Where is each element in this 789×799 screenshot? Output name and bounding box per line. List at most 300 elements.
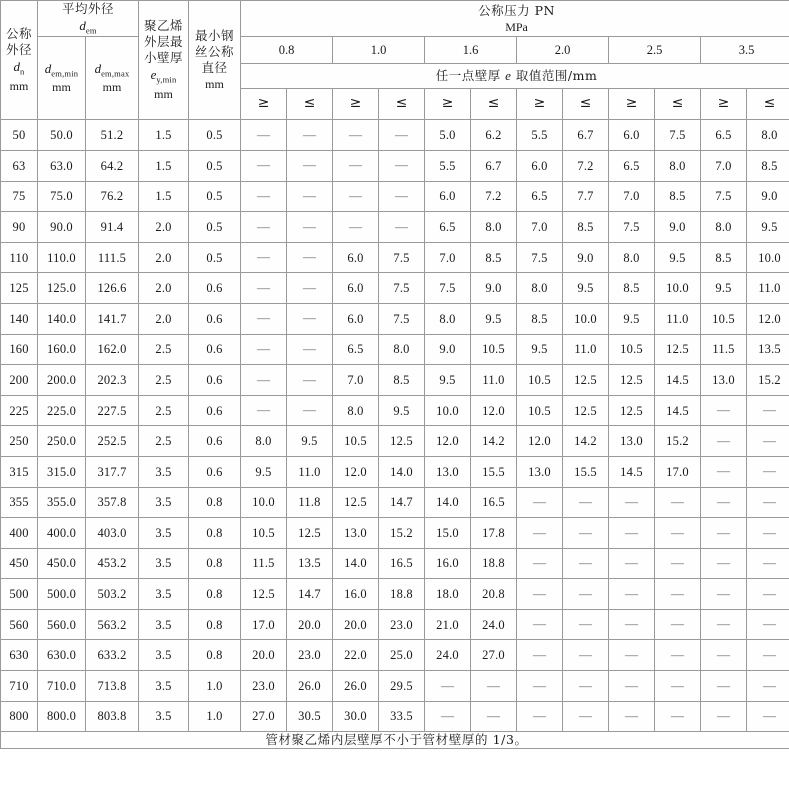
cell-nominal-od: 110 — [1, 242, 38, 273]
table-cell: — — [701, 671, 747, 702]
table-cell: — — [241, 242, 287, 273]
table-cell: — — [563, 701, 609, 732]
header-pn-group-1: 1.0 — [333, 37, 425, 64]
table-cell: 315.0 — [38, 456, 86, 487]
table-cell: 26.0 — [287, 671, 333, 702]
table-cell: 2.0 — [139, 212, 189, 243]
table-row — [1, 548, 789, 579]
table-cell: 11.0 — [287, 456, 333, 487]
table-cell: 91.4 — [86, 212, 139, 243]
table-cell: 14.0 — [379, 456, 425, 487]
table-cell: 2.5 — [139, 334, 189, 365]
header-pn-group-0: 0.8 — [241, 37, 333, 64]
table-cell: — — [471, 701, 517, 732]
table-cell: 16.5 — [379, 548, 425, 579]
table-cell: 10.5 — [241, 518, 287, 549]
table-row — [1, 395, 789, 426]
table-cell: 6.0 — [333, 242, 379, 273]
table-cell: — — [517, 548, 563, 579]
table-cell: 7.7 — [563, 181, 609, 212]
table-cell: — — [241, 334, 287, 365]
cell-nominal-od: 63 — [1, 150, 38, 181]
table-cell: 8.0 — [241, 426, 287, 457]
cell-nominal-od: 140 — [1, 303, 38, 334]
table-cell: — — [517, 701, 563, 732]
table-cell: — — [701, 609, 747, 640]
table-cell: 6.0 — [425, 181, 471, 212]
table-cell: 8.5 — [655, 181, 701, 212]
table-cell: 6.7 — [563, 120, 609, 151]
table-cell: 0.8 — [189, 579, 241, 610]
header-min-wire-dia-unit: mm — [205, 77, 224, 91]
table-cell: — — [241, 303, 287, 334]
table-cell: — — [471, 671, 517, 702]
table-cell: 0.5 — [189, 212, 241, 243]
table-cell: 403.0 — [86, 518, 139, 549]
header-mean-od-min-symbol: $d_{em,min}$ — [44, 61, 79, 79]
table-cell: 18.8 — [379, 579, 425, 610]
table-cell: 450.0 — [38, 548, 86, 579]
table-cell: 75.0 — [38, 181, 86, 212]
table-cell: 10.0 — [563, 303, 609, 334]
table-cell: 8.0 — [471, 212, 517, 243]
table-cell: 0.8 — [189, 518, 241, 549]
table-cell: 9.0 — [425, 334, 471, 365]
header-pe-min-wall — [139, 1, 189, 120]
table-row — [1, 273, 789, 304]
table-cell: — — [563, 640, 609, 671]
table-cell: — — [747, 487, 789, 518]
table-cell: 202.3 — [86, 365, 139, 396]
table-cell: 8.5 — [517, 303, 563, 334]
table-cell: — — [609, 579, 655, 610]
table-cell: 14.5 — [609, 456, 655, 487]
table-cell: 9.0 — [747, 181, 789, 212]
table-cell: — — [609, 701, 655, 732]
table-row — [1, 120, 789, 151]
table-cell: — — [563, 487, 609, 518]
header-pn-group-2: 1.6 — [425, 37, 517, 64]
table-cell: 3.5 — [139, 548, 189, 579]
table-cell: 3.5 — [139, 579, 189, 610]
header-nominal-od-label: 公称外径 — [5, 26, 32, 58]
table-cell: 13.0 — [333, 518, 379, 549]
header-cmp-2-le: ≤ — [471, 89, 517, 120]
table-cell: 11.8 — [287, 487, 333, 518]
table-cell: 7.2 — [471, 181, 517, 212]
table-cell: 6.7 — [471, 150, 517, 181]
table-cell: — — [287, 212, 333, 243]
table-cell: 17.0 — [655, 456, 701, 487]
table-cell: — — [701, 579, 747, 610]
table-cell: 14.5 — [655, 365, 701, 396]
table-cell: 3.5 — [139, 456, 189, 487]
table-cell: 90.0 — [38, 212, 86, 243]
table-cell: 12.0 — [471, 395, 517, 426]
cell-nominal-od: 630 — [1, 640, 38, 671]
table-cell: 20.0 — [287, 609, 333, 640]
cell-nominal-od: 75 — [1, 181, 38, 212]
header-mean-od-label: 平均外径 — [62, 1, 115, 16]
table-cell: 8.0 — [701, 212, 747, 243]
table-row — [1, 701, 789, 732]
table-cell: 6.0 — [333, 273, 379, 304]
table-cell: 10.0 — [425, 395, 471, 426]
table-cell: — — [563, 518, 609, 549]
table-cell: 110.0 — [38, 242, 86, 273]
table-cell: — — [701, 487, 747, 518]
cell-nominal-od: 250 — [1, 426, 38, 457]
table-cell: 225.0 — [38, 395, 86, 426]
table-cell: — — [563, 609, 609, 640]
header-nominal-pressure — [241, 1, 789, 37]
table-cell: 12.5 — [655, 334, 701, 365]
table-cell: 22.0 — [333, 640, 379, 671]
table-cell: 162.0 — [86, 334, 139, 365]
header-pn-group-4: 2.5 — [609, 37, 701, 64]
table-cell: — — [655, 487, 701, 518]
table-cell: 252.5 — [86, 426, 139, 457]
header-cmp-0-ge: ≥ — [241, 89, 287, 120]
table-cell: 3.5 — [139, 671, 189, 702]
table-cell: 64.2 — [86, 150, 139, 181]
table-cell: 563.2 — [86, 609, 139, 640]
table-cell: 9.5 — [563, 273, 609, 304]
header-nominal-od-unit: mm — [9, 78, 29, 93]
table-cell: 503.2 — [86, 579, 139, 610]
table-cell: 0.8 — [189, 548, 241, 579]
table-cell: — — [333, 212, 379, 243]
table-cell: 14.7 — [287, 579, 333, 610]
table-cell: 560.0 — [38, 609, 86, 640]
table-cell: 9.5 — [517, 334, 563, 365]
table-cell: — — [287, 242, 333, 273]
table-cell: 24.0 — [471, 609, 517, 640]
table-cell: 18.0 — [425, 579, 471, 610]
table-cell: 9.0 — [471, 273, 517, 304]
table-cell: 125.0 — [38, 273, 86, 304]
table-cell: 14.0 — [425, 487, 471, 518]
table-cell: 12.5 — [563, 395, 609, 426]
table-cell: 12.5 — [563, 365, 609, 396]
table-cell: 15.2 — [655, 426, 701, 457]
table-cell: — — [655, 701, 701, 732]
table-cell: — — [609, 640, 655, 671]
table-cell: — — [333, 150, 379, 181]
table-cell: 13.0 — [701, 365, 747, 396]
cell-nominal-od: 560 — [1, 609, 38, 640]
table-cell: — — [517, 487, 563, 518]
table-cell: — — [701, 456, 747, 487]
table-cell: 6.0 — [517, 150, 563, 181]
cell-nominal-od: 225 — [1, 395, 38, 426]
table-cell: 9.0 — [563, 242, 609, 273]
table-cell: — — [655, 640, 701, 671]
table-cell: 2.5 — [139, 426, 189, 457]
table-cell: 8.0 — [747, 120, 789, 151]
table-cell: 30.0 — [333, 701, 379, 732]
table-cell: — — [701, 426, 747, 457]
table-cell: 6.2 — [471, 120, 517, 151]
header-pe-min-wall-symbol: $e_{y,min}$ — [150, 67, 177, 85]
table-cell: 7.2 — [563, 150, 609, 181]
cell-nominal-od: 125 — [1, 273, 38, 304]
table-cell: 10.5 — [471, 334, 517, 365]
header-pn-group-5: 3.5 — [701, 37, 789, 64]
table-cell: — — [425, 671, 471, 702]
table-cell: 13.0 — [609, 426, 655, 457]
cell-nominal-od: 500 — [1, 579, 38, 610]
cell-nominal-od: 50 — [1, 120, 38, 151]
header-wall-range-label — [241, 64, 789, 89]
table-cell: 5.5 — [517, 120, 563, 151]
table-cell: 27.0 — [241, 701, 287, 732]
table-cell: — — [517, 609, 563, 640]
table-cell: 23.0 — [287, 640, 333, 671]
table-cell: 14.2 — [471, 426, 517, 457]
table-cell: 3.5 — [139, 609, 189, 640]
table-cell: 355.0 — [38, 487, 86, 518]
table-cell: — — [609, 671, 655, 702]
table-cell: 14.7 — [379, 487, 425, 518]
table-cell: 13.5 — [287, 548, 333, 579]
table-cell: — — [747, 701, 789, 732]
table-cell: 800.0 — [38, 701, 86, 732]
table-cell: 11.0 — [563, 334, 609, 365]
table-cell: — — [241, 120, 287, 151]
table-cell: 400.0 — [38, 518, 86, 549]
table-cell: 8.5 — [563, 212, 609, 243]
table-cell: — — [287, 303, 333, 334]
table-cell: 12.0 — [747, 303, 789, 334]
table-cell: 20.0 — [241, 640, 287, 671]
table-cell: 2.5 — [139, 395, 189, 426]
header-mean-od — [38, 1, 139, 37]
table-cell: — — [655, 609, 701, 640]
header-cmp-2-ge: ≥ — [425, 89, 471, 120]
table-cell: — — [609, 609, 655, 640]
table-cell: 23.0 — [241, 671, 287, 702]
table-cell: 3.5 — [139, 487, 189, 518]
table-row — [1, 456, 789, 487]
table-cell: 12.5 — [333, 487, 379, 518]
table-cell: 16.0 — [425, 548, 471, 579]
table-cell: 8.5 — [747, 150, 789, 181]
table-cell: 6.5 — [517, 181, 563, 212]
table-cell: — — [747, 548, 789, 579]
table-cell: 7.5 — [425, 273, 471, 304]
table-cell: — — [655, 518, 701, 549]
table-cell: 63.0 — [38, 150, 86, 181]
header-mean-od-max-symbol: $d_{em,max}$ — [94, 61, 130, 79]
table-cell: 13.0 — [425, 456, 471, 487]
cell-nominal-od: 400 — [1, 518, 38, 549]
table-cell: 51.2 — [86, 120, 139, 151]
header-min-wire-dia-label: 最小钢丝公称直径 — [195, 28, 235, 75]
table-cell: 20.8 — [471, 579, 517, 610]
table-cell: — — [241, 273, 287, 304]
table-cell: — — [241, 212, 287, 243]
header-row-2 — [1, 37, 789, 64]
table-cell: 11.5 — [241, 548, 287, 579]
table-cell: 9.5 — [379, 395, 425, 426]
table-cell: — — [747, 395, 789, 426]
table-cell: — — [287, 395, 333, 426]
table-cell: — — [287, 365, 333, 396]
table-cell: 12.5 — [379, 426, 425, 457]
table-cell: — — [609, 548, 655, 579]
table-cell: 11.0 — [655, 303, 701, 334]
table-row — [1, 487, 789, 518]
table-cell: — — [333, 181, 379, 212]
table-cell: 0.5 — [189, 181, 241, 212]
table-cell: — — [517, 671, 563, 702]
table-cell: 7.0 — [517, 212, 563, 243]
table-cell: 7.5 — [379, 273, 425, 304]
table-cell: 10.5 — [701, 303, 747, 334]
header-mean-od-max-unit: mm — [102, 80, 122, 95]
table-cell: 15.5 — [471, 456, 517, 487]
table-cell: 200.0 — [38, 365, 86, 396]
table-cell: 15.0 — [425, 518, 471, 549]
table-cell: 33.5 — [379, 701, 425, 732]
cell-nominal-od: 160 — [1, 334, 38, 365]
table-cell: 11.5 — [701, 334, 747, 365]
table-cell: 10.0 — [655, 273, 701, 304]
table-cell: 9.0 — [655, 212, 701, 243]
cell-nominal-od: 200 — [1, 365, 38, 396]
table-cell: 0.5 — [189, 242, 241, 273]
table-cell: 0.8 — [189, 640, 241, 671]
table-row — [1, 334, 789, 365]
table-cell: 8.5 — [379, 365, 425, 396]
table-cell: 3.5 — [139, 701, 189, 732]
table-row — [1, 518, 789, 549]
table-cell: 7.0 — [425, 242, 471, 273]
table-cell: — — [747, 671, 789, 702]
table-cell: 7.5 — [701, 181, 747, 212]
table-cell: 10.5 — [609, 334, 655, 365]
table-cell: 140.0 — [38, 303, 86, 334]
table-cell: — — [655, 548, 701, 579]
header-cmp-4-ge: ≥ — [609, 89, 655, 120]
note-row — [1, 732, 789, 749]
header-nominal-pressure-unit: MPa — [505, 19, 528, 34]
table-cell: 12.0 — [517, 426, 563, 457]
table-cell: — — [655, 671, 701, 702]
table-note: 管材聚乙烯内层壁厚不小于管材壁厚的 1/3。 — [1, 732, 789, 749]
header-nominal-od — [1, 1, 38, 120]
table-cell: — — [609, 487, 655, 518]
table-cell: 25.0 — [379, 640, 425, 671]
table-cell: 14.5 — [655, 395, 701, 426]
table-cell: 12.5 — [287, 518, 333, 549]
table-cell: 15.5 — [563, 456, 609, 487]
table-cell: 2.0 — [139, 242, 189, 273]
cell-nominal-od: 800 — [1, 701, 38, 732]
header-mean-od-min-unit: mm — [52, 80, 71, 95]
table-cell: 7.5 — [379, 242, 425, 273]
header-cmp-4-le: ≤ — [655, 89, 701, 120]
table-cell: — — [425, 701, 471, 732]
header-pn-group-3: 2.0 — [517, 37, 609, 64]
table-row — [1, 579, 789, 610]
table-cell: 8.5 — [701, 242, 747, 273]
header-mean-od-max — [86, 37, 139, 120]
table-cell: 21.0 — [425, 609, 471, 640]
table-cell: 8.0 — [609, 242, 655, 273]
table-cell: 1.5 — [139, 181, 189, 212]
cell-nominal-od: 355 — [1, 487, 38, 518]
table-cell: 126.6 — [86, 273, 139, 304]
table-cell: 1.0 — [189, 671, 241, 702]
table-cell: — — [241, 150, 287, 181]
table-cell: 8.5 — [609, 273, 655, 304]
table-cell: 453.2 — [86, 548, 139, 579]
table-cell: — — [379, 150, 425, 181]
table-cell: 6.0 — [609, 120, 655, 151]
table-cell: 15.2 — [747, 365, 789, 396]
table-cell: 7.0 — [333, 365, 379, 396]
table-cell: 26.0 — [333, 671, 379, 702]
table-cell: — — [701, 701, 747, 732]
table-cell: 5.0 — [425, 120, 471, 151]
table-cell: 50.0 — [38, 120, 86, 151]
table-cell: 9.5 — [425, 365, 471, 396]
cell-nominal-od: 90 — [1, 212, 38, 243]
table-cell: 7.5 — [655, 120, 701, 151]
table-cell: 317.7 — [86, 456, 139, 487]
table-row — [1, 426, 789, 457]
table-cell: 5.5 — [425, 150, 471, 181]
table-row — [1, 150, 789, 181]
table-cell: 20.0 — [333, 609, 379, 640]
header-mean-od-symbol: $d_{em}$ — [79, 18, 97, 36]
table-cell: 250.0 — [38, 426, 86, 457]
table-cell: — — [287, 273, 333, 304]
table-cell: 0.5 — [189, 150, 241, 181]
table-cell: 7.0 — [609, 181, 655, 212]
table-cell: 29.5 — [379, 671, 425, 702]
table-cell: 12.5 — [241, 579, 287, 610]
table-cell: 0.6 — [189, 365, 241, 396]
table-cell: 3.5 — [139, 640, 189, 671]
table-cell: 11.0 — [747, 273, 789, 304]
table-cell: — — [287, 150, 333, 181]
header-cmp-3-le: ≤ — [563, 89, 609, 120]
table-head — [1, 1, 789, 120]
table-row — [1, 671, 789, 702]
table-cell: — — [747, 640, 789, 671]
table-cell: 12.0 — [333, 456, 379, 487]
table-cell: 9.5 — [701, 273, 747, 304]
table-cell: 9.5 — [609, 303, 655, 334]
table-cell: 9.5 — [655, 242, 701, 273]
table-cell: 713.8 — [86, 671, 139, 702]
table-cell: 0.6 — [189, 334, 241, 365]
table-cell: 15.2 — [379, 518, 425, 549]
wall-range-post: 取值范围/mm — [511, 68, 598, 84]
table-cell: 111.5 — [86, 242, 139, 273]
header-min-wire-dia — [189, 1, 241, 120]
table-cell: 6.5 — [425, 212, 471, 243]
table-cell: 16.0 — [333, 579, 379, 610]
table-cell: 12.0 — [425, 426, 471, 457]
table-cell: 0.8 — [189, 487, 241, 518]
table-cell: 0.6 — [189, 456, 241, 487]
table-cell: 13.5 — [747, 334, 789, 365]
table-cell: 6.5 — [609, 150, 655, 181]
